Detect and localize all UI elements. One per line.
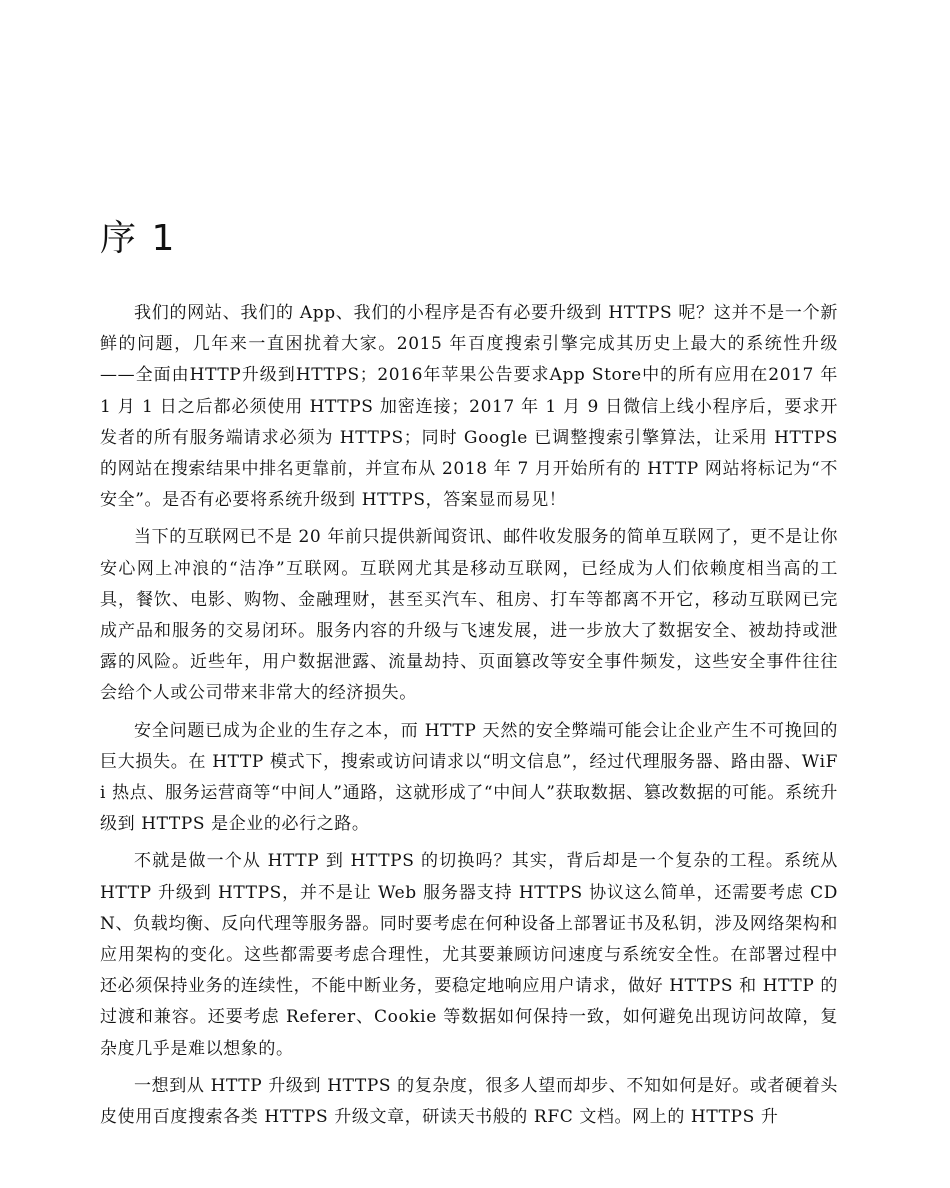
paragraph-5: 一想到从 HTTP 升级到 HTTPS 的复杂度，很多人望而却步、不知如何是好。或者硬着头皮使用百度搜索各类 HTTPS 升级文章，研读天书般的 RFC 文档。网上的 HTTPS 升 [100, 1075, 838, 1128]
paragraph-1: 我们的网站、我们的 App、我们的小程序是否有必要升级到 HTTPS 呢？这并不是一个新鲜的问题，几年来一直困扰着大家。2015 年百度搜索引擎完成其历史上最大的系统性升级——全面由HTTP升级到HTTPS；2016年苹果公告要求App Store中的所有应用在2017 年 1 月 1 日之后都必须使用 HTTPS 加密连接；2017 年 1 月 9 日微信上线小程序后，要求开发者的所有服务端请求必须为 HTTPS；同时 Google 已调整搜索引擎算法，让采用 HTTPS 的网站在搜索结果中排名更靠前，并宣布从 2018 年 7 月开始所有的 HTTP 网站将标记为“不安全”。是否有必要将系统升级到 HTTPS，答案显而易见！ [100, 303, 838, 511]
chapter-title: 序 1 [100, 218, 177, 259]
body-text [100, 298, 838, 1139]
paragraph-4: 不就是做一个从 HTTP 到 HTTPS 的切换吗？其实，背后却是一个复杂的工程。系统从 HTTP 升级到 HTTPS，并不是让 Web 服务器支持 HTTPS 协议这么简单，还需要考虑 CDN、负载均衡、反向代理等服务器。同时要考虑在何种设备上部署证书及私钥，涉及网络架构和应用架构的变化。这些都需要考虑合理性，尤其要兼顾访问速度与系统安全性。在部署过程中还必须保持业务的连续性，不能中断业务，要稳定地响应用户请求，做好 HTTPS 和 HTTP 的过渡和兼容。还要考虑 Referer、Cookie 等数据如何保持一致，如何避免出现访问故障，复杂度几乎是难以想象的。 [100, 851, 838, 1059]
paragraph-2: 当下的互联网已不是 20 年前只提供新闻资讯、邮件收发服务的简单互联网了，更不是让你安心网上冲浪的“洁净”互联网。互联网尤其是移动互联网，已经成为人们依赖度相当高的工具，餐饮、电影、购物、金融理财，甚至买汽车、租房、打车等都离不开它，移动互联网已完成产品和服务的交易闭环。服务内容的升级与飞速发展，进一步放大了数据安全、被劫持或泄露的风险。近些年，用户数据泄露、流量劫持、页面篡改等安全事件频发，这些安全事件往往会给个人或公司带来非常大的经济损失。 [100, 527, 838, 704]
document-page [100, 0, 838, 1188]
paragraph-3: 安全问题已成为企业的生存之本，而 HTTP 天然的安全弊端可能会让企业产生不可挽回的巨大损失。在 HTTP 模式下，搜索或访问请求以“明文信息”，经过代理服务器、路由器、WiFi 热点、服务运营商等“中间人”通路，这就形成了“中间人”获取数据、篡改数据的可能。系统升级到 HTTPS 是企业的必行之路。 [100, 720, 838, 835]
